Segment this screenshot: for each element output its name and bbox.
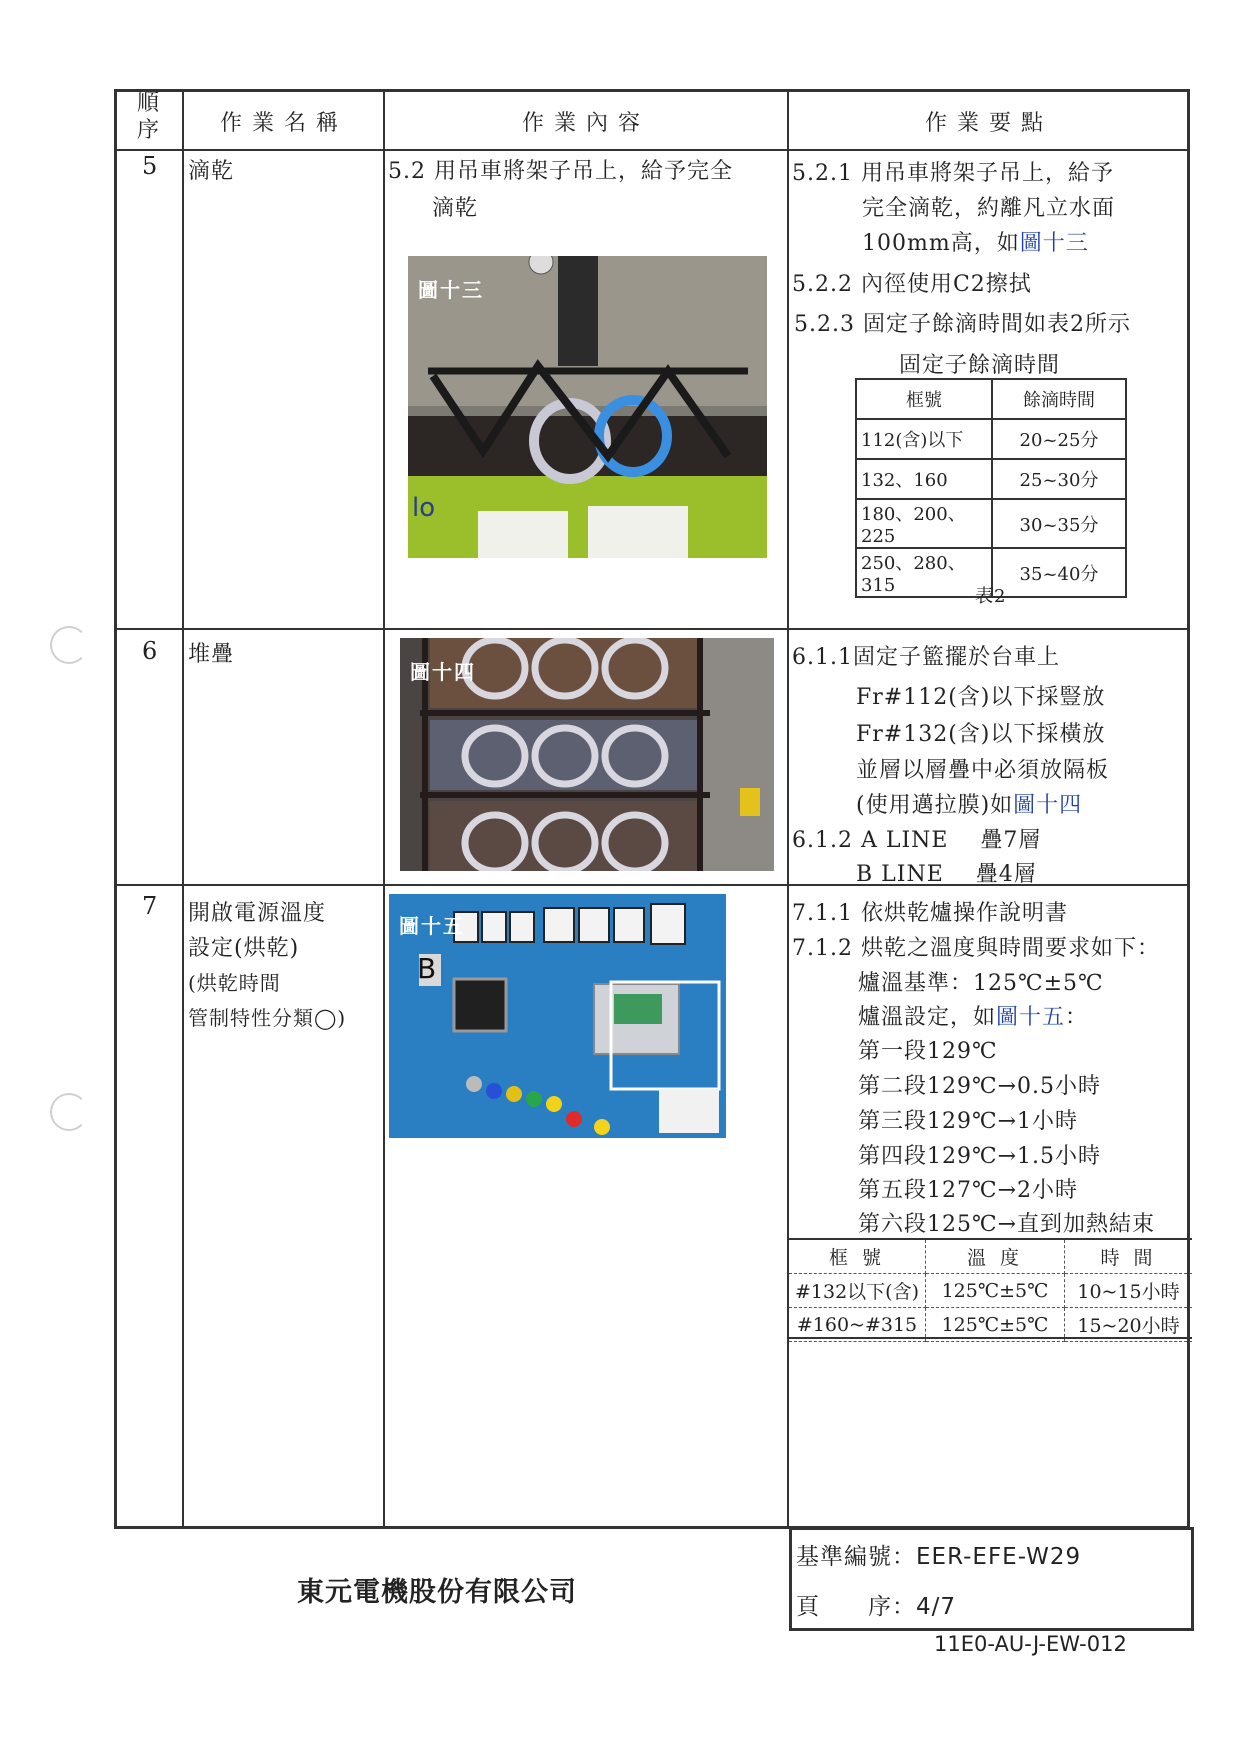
page-seq-label: 頁 序： (796, 1594, 916, 1620)
row5-ref-figure: 圖十三 (1019, 231, 1089, 256)
row5-content-line1: 5.2 用吊車將架子吊上，給予完全 (388, 159, 733, 184)
row7-point-7-1-1: 7.1.1 依烘乾爐操作說明書 (792, 901, 1068, 926)
row7-table-bottom-line (789, 1337, 1192, 1339)
figure-13-caption: 圖十三 (418, 278, 484, 302)
binder-hole-top (50, 626, 88, 664)
table-cell: 125℃±5℃ (926, 1308, 1065, 1342)
table-cell: #132以下(含) (789, 1274, 926, 1308)
table-row (856, 499, 1126, 548)
table-cell: #160~#315 (789, 1308, 926, 1342)
table-cell: 25~30分 (992, 459, 1126, 499)
page-seq-line (796, 1588, 956, 1621)
row7-task-name-1: 開啟電源溫度 (188, 901, 327, 926)
row6-point-b-line: B LINE 疊4層 (856, 862, 1037, 887)
doc-code: 11E0-AU-J-EW-012 (934, 1632, 1127, 1656)
table-header-drip: 餘滴時間 (992, 379, 1126, 419)
row7-stage-4: 第四段129℃→1.5小時 (858, 1144, 1102, 1169)
row5-table-title: 固定子餘滴時間 (899, 353, 1061, 378)
table2-caption: 表2 (975, 586, 1007, 607)
row6-point-ref-line (856, 788, 1082, 819)
header-task-content: 作業內容 (521, 111, 650, 136)
header-seq: 順 序 (137, 91, 161, 143)
table-header-time: 時 間 (1065, 1240, 1193, 1274)
company-name: 東元電機股份有限公司 (297, 1577, 577, 1608)
svg-text:lo: lo (412, 493, 436, 523)
row6-point-fr132: Fr#132(含)以下採橫放 (856, 722, 1106, 747)
table-cell: 30~35分 (992, 499, 1126, 548)
row7-stage-2: 第二段129℃→0.5小時 (858, 1074, 1102, 1099)
row-divider-5-6 (114, 628, 1190, 630)
figure-13-photo (408, 256, 767, 558)
table-cell: 20~25分 (992, 419, 1126, 459)
row7-stage-5: 第五段127℃→2小時 (858, 1178, 1079, 1203)
row7-task-name-4: 管制特性分類◯) (188, 1006, 347, 1030)
figure-14-photo (400, 638, 774, 871)
row7-task-name-3: (烘乾時間 (188, 971, 281, 995)
figure-14-caption: 圖十四 (410, 660, 476, 684)
row7-number: 7 (142, 892, 159, 920)
std-number-value: EER-EFE-W29 (916, 1544, 1082, 1570)
row5-point-ref-line (862, 226, 1089, 257)
row5-point-5-2-2: 5.2.2 內徑使用C2擦拭 (792, 272, 1032, 297)
table-cell: 125℃±5℃ (926, 1274, 1065, 1308)
row6-ref-figure: 圖十四 (1013, 793, 1083, 818)
drip-time-table (855, 378, 1127, 598)
header-divider (114, 149, 1190, 151)
row6-point-6-1-1: 6.1.1固定子籃擺於台車上 (792, 645, 1060, 670)
col-divider-1 (182, 89, 184, 1529)
table-row (856, 459, 1126, 499)
row6-number: 6 (142, 637, 159, 665)
figure-15-caption: 圖十五 (399, 914, 465, 938)
table-row (789, 1274, 1192, 1308)
row5-point-5-2-1-cont: 完全滴乾，約離凡立水面 (862, 196, 1116, 221)
row5-content-line2: 滴乾 (432, 196, 479, 221)
row5-point-5-2-1: 5.2.1 用吊車將架子吊上，給予 (792, 161, 1114, 186)
row5-ref-prefix: 100mm高，如 (862, 231, 1020, 256)
oven-time-table (789, 1240, 1192, 1342)
std-number-label: 基準編號： (796, 1544, 916, 1570)
row6-task-name: 堆疊 (188, 642, 235, 667)
row5-number: 5 (142, 152, 159, 180)
row6-point-layer: 並層以層疊中必須放隔板 (856, 758, 1110, 783)
table-cell: 132、160 (856, 459, 992, 499)
table-cell: 180、200、225 (856, 499, 992, 548)
row5-task-name: 滴乾 (188, 159, 235, 184)
row7-stage-6: 第六段125℃→直到加熱結束 (858, 1212, 1156, 1237)
figure-15-photo (389, 894, 726, 1138)
row7-task-name-2: 設定(烘乾) (188, 936, 300, 961)
row7-stage-3: 第三段129℃→1小時 (858, 1109, 1079, 1134)
table-row (789, 1240, 1192, 1274)
table-cell: 35~40分 (992, 548, 1126, 597)
table-row (856, 419, 1126, 459)
row7-ref-prefix: 爐溫設定，如 (858, 1005, 997, 1030)
table-header-frame: 框號 (856, 379, 992, 419)
table-cell: 15~20小時 (1065, 1308, 1193, 1342)
row6-ref-prefix: (使用邁拉膜)如 (856, 793, 1014, 818)
binder-hole-bottom (50, 1093, 88, 1131)
row7-point-7-1-2: 7.1.2 烘乾之溫度與時間要求如下： (792, 936, 1160, 961)
table-cell: 112(含)以下 (856, 419, 992, 459)
row6-point-fr112: Fr#112(含)以下採豎放 (856, 685, 1106, 710)
table-cell: 10~15小時 (1065, 1274, 1193, 1308)
table-cell: 250、280、315 (856, 548, 992, 597)
row7-point-base-temp: 爐溫基準：125℃±5℃ (858, 971, 1104, 996)
header-key-points: 作業要點 (924, 111, 1053, 136)
row6-point-6-1-2: 6.1.2 A LINE 疊7層 (792, 828, 1042, 853)
row5-point-5-2-3: 5.2.3 固定子餘滴時間如表2所示 (794, 312, 1131, 337)
row7-ref-figure: 圖十五 (996, 1005, 1066, 1030)
table-row (856, 379, 1126, 419)
std-number-line (796, 1538, 1081, 1571)
panel-letter: B (417, 952, 437, 985)
row7-point-ref-line (858, 1000, 1088, 1031)
table-header-temp: 溫 度 (926, 1240, 1065, 1274)
page-seq-value: 4/7 (916, 1594, 957, 1620)
row7-ref-suffix: ： (1065, 1005, 1089, 1030)
header-task-name: 作業名稱 (219, 111, 348, 136)
table-header-frame: 框 號 (789, 1240, 926, 1274)
col-divider-2 (383, 89, 385, 1529)
row7-stage-1: 第一段129℃ (858, 1039, 998, 1064)
